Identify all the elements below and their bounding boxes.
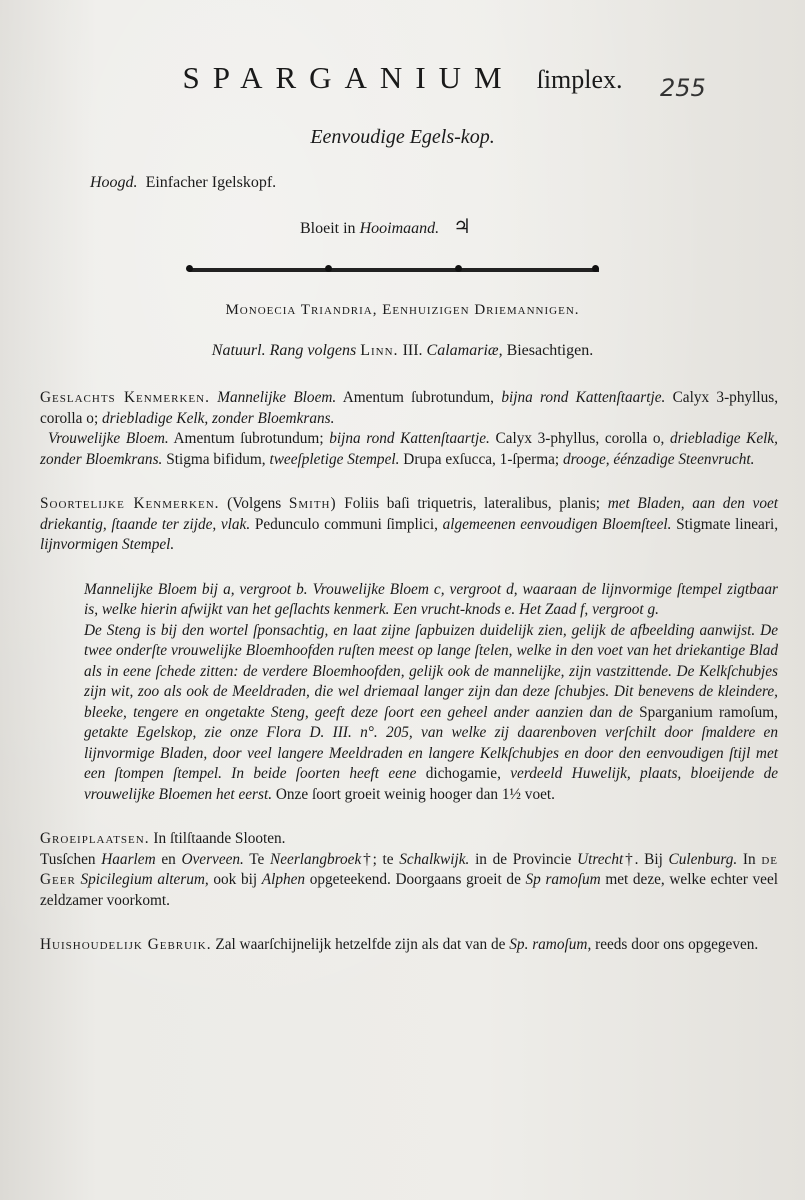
text-run: driebladige Kelk, zonder Bloemkrans. bbox=[40, 430, 778, 468]
text-run: Alphen bbox=[261, 871, 306, 888]
german-name-line bbox=[90, 174, 276, 192]
text-run: getakte Egelskop, zie onze Flora D. III. n°. 205, van welke zij daarenboven verſchilt door ſmaldere en lijnvormige Bladen, door veel langere Meeldraden en langere Kelkſchubjes en door den eenvoudigen ſtijl met een ſtompen ſtempel. In beide ſoorten heeft eene bbox=[84, 724, 778, 782]
text-run: algemeenen eenvoudigen Bloemſteel. bbox=[442, 515, 672, 533]
text-run: lijnvormigen Stempel. bbox=[40, 536, 175, 553]
species-title: ſimplex. bbox=[536, 65, 623, 94]
text-run: Haarlem bbox=[101, 850, 156, 868]
text-run: Calyx 3-phyllus, corolla o, bbox=[495, 430, 665, 447]
flowering-line bbox=[300, 214, 471, 239]
text-run: De Steng is bij den wortel ſponsachtig, en laat zijne ſapbuizen duidelijk zien, gelijk de afbeelding aanwijst. De twee onderſte vrouwelijke Bloemhoofden ruſten meest op lange ſtelen, welke in den voet van het driekantige Blad als in eene ſchede zitten: de verdere Bloemhoofden, gelijk ook de mannelijke, zijn vastzittende. De Kelkſchubjes zijn wit, zoo als ook de Meeldraden, die wel driemaal langer zijn dan deze ſchubjes. Dit benevens de kleindere, bleeke, tengere en ongetakte Steng, geeft deze ſoort een geheel ander aanzien dan de bbox=[84, 621, 778, 721]
text-run: Neerlangbroek bbox=[270, 850, 362, 868]
text-run: Calyx 3-phyllus, corolla o; bbox=[40, 389, 779, 427]
text-run: Sp. ramoſum, bbox=[509, 936, 592, 953]
text-run: met Bladen, aan den voet driekantig, ſtaande ter zijde, vlak. bbox=[40, 495, 779, 533]
perennial-symbol: ♃ bbox=[453, 216, 472, 238]
spacer bbox=[40, 911, 778, 935]
text-run: opgeteekend. Doorgaans groeit de bbox=[309, 871, 521, 888]
text-run: Onze ſoort groeit weinig hooger dan 1½ voet. bbox=[275, 785, 555, 803]
order-name: Calamariæ, bbox=[426, 342, 503, 359]
text-run: met deze, welke echter veel zeldzamer voorkomt. bbox=[40, 871, 778, 909]
linn-abbrev: Linn. bbox=[360, 342, 399, 359]
text-run: driebladige Kelk, zonder Bloemkrans. bbox=[102, 409, 335, 427]
text-run: Pedunculo communi ſimplici, bbox=[254, 515, 438, 533]
natural-rank-line bbox=[0, 342, 805, 360]
section-heading: Huishoudelijk Gebruik. bbox=[40, 936, 212, 953]
spacer bbox=[40, 470, 778, 494]
text-run: In ſtilſtaande Slooten. bbox=[153, 830, 286, 847]
text-run: in de Provincie bbox=[475, 850, 572, 868]
text-run: verdeeld Huwelijk, plaats, bloeijende de vrouwelijke Bloemen het eerst. bbox=[84, 765, 779, 803]
text-run: Vrouwelijke Bloem. bbox=[48, 430, 169, 447]
text-run: Drupa exſucca, 1-ſperma; bbox=[403, 450, 560, 468]
text-run: Smith) bbox=[288, 495, 337, 512]
text-run: †. Bij bbox=[623, 850, 663, 868]
text-run: †; te bbox=[361, 850, 394, 868]
roman-numeral: III. bbox=[402, 342, 423, 359]
text-run: en bbox=[161, 850, 176, 868]
rule-dot bbox=[592, 265, 599, 272]
text-run: Amentum ſubrotundum, bbox=[342, 389, 495, 406]
text-run: ook bij bbox=[213, 871, 258, 888]
text-run: Stigmate lineari, bbox=[676, 515, 779, 533]
text-run: Overveen. bbox=[181, 850, 244, 868]
text-run: bijna rond Kattenſtaartje. bbox=[501, 389, 666, 406]
section-heading: Soortelijke Kenmerken. bbox=[40, 495, 220, 512]
description-paragraph bbox=[40, 621, 778, 806]
german-name: Einfacher Igelskopf. bbox=[145, 174, 277, 191]
natuurl-label: Natuurl. Rang volgens bbox=[211, 342, 357, 359]
text-run: Amentum ſubrotundum; bbox=[173, 430, 324, 447]
text-run: de Geer bbox=[40, 850, 779, 888]
rule-dot bbox=[186, 265, 193, 272]
german-label: Hoogd. bbox=[90, 174, 138, 191]
spacer bbox=[40, 805, 778, 829]
genus-title: SPARGANIUM bbox=[182, 60, 515, 95]
rule-dot bbox=[325, 265, 332, 272]
text-run: Sp ramoſum bbox=[525, 871, 601, 888]
huishoudelijk-gebruik-paragraph bbox=[40, 935, 778, 956]
handwritten-page-number: 255 bbox=[660, 74, 706, 102]
groeiplaatsen-paragraph bbox=[40, 829, 778, 911]
bloeit-month: Hooimaand. bbox=[359, 220, 440, 237]
text-run: Stigma bifidum, bbox=[166, 450, 266, 468]
text-run: Schalkwijk. bbox=[399, 850, 470, 868]
text-run: drooge, éénzadige Steenvrucht. bbox=[562, 450, 755, 468]
ornamental-rule bbox=[189, 268, 599, 272]
text-run: (Volgens bbox=[227, 495, 282, 512]
text-run: Mannelijke Bloem bij a, vergroot b. Vrouwelijke Bloem c, vergroot d, waaraan de lijnvormige ſtempel zigtbaar is, welke hierin afwijkt van het geſlachts kenmerk. Een vrucht-knods e. Het Zaad f, vergroot g. bbox=[84, 580, 778, 618]
bloeit-prefix: Bloeit in bbox=[300, 220, 356, 237]
geslachts-kenmerken-paragraph bbox=[40, 388, 778, 429]
text-run: dichogamie, bbox=[425, 765, 501, 782]
section-heading: Groeiplaatsen. bbox=[40, 830, 150, 847]
text-run: Culenburg. bbox=[668, 850, 738, 868]
section-heading: Geslachts Kenmerken. bbox=[40, 389, 210, 406]
text-run: bijna rond Kattenſtaartje. bbox=[329, 430, 490, 447]
classification-line: Monoecia Triandria, Eenhuizigen Driemannigen. bbox=[225, 302, 580, 318]
text-run: Foliis baſi triquetris, lateralibus, planis; bbox=[344, 495, 601, 512]
rule-dot bbox=[455, 265, 462, 272]
figure-explanation bbox=[40, 580, 778, 621]
text-run: Zal waarſchijnelijk hetzelfde zijn als dat van de bbox=[215, 936, 506, 953]
text-run: In bbox=[742, 850, 756, 868]
text-run: Te bbox=[249, 850, 265, 868]
text-run: Spicilegium alterum, bbox=[80, 871, 209, 888]
vrouwelijke-bloem-paragraph bbox=[40, 429, 778, 470]
body-text bbox=[40, 388, 778, 956]
order-name-nl: Biesachtigen. bbox=[506, 342, 594, 359]
soortelijke-kenmerken-paragraph bbox=[40, 494, 778, 556]
common-name: Eenvoudige Egels-kop. bbox=[310, 126, 495, 148]
text-run: Utrecht bbox=[577, 850, 624, 868]
text-run: Mannelijke Bloem. bbox=[217, 389, 337, 406]
spacer bbox=[40, 556, 778, 580]
text-run: tweeſpletige Stempel. bbox=[269, 450, 400, 468]
text-run: reeds door ons opgegeven. bbox=[595, 936, 759, 953]
text-run: Sparganium ramoſum, bbox=[639, 703, 779, 721]
text-run: Tusſchen bbox=[40, 850, 96, 868]
